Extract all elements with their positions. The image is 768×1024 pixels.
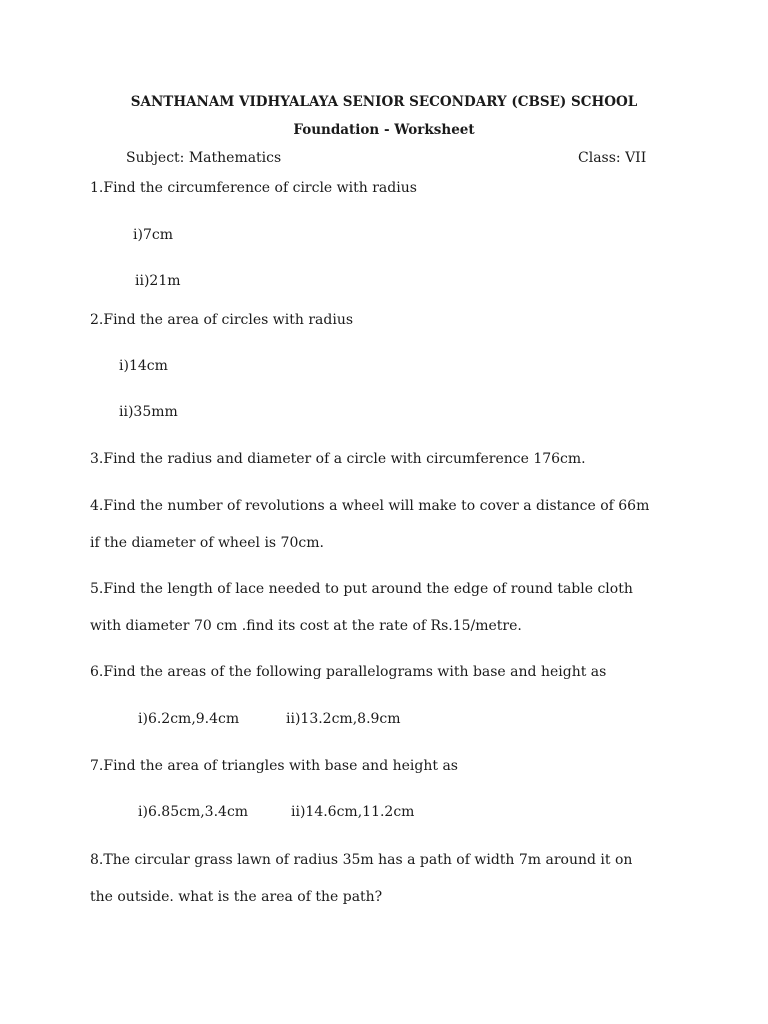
school-name: SANTHANAM VIDHYALAYA SENIOR SECONDARY (CBSE) SCHOOL xyxy=(130,94,638,110)
question-8-line-2: the outside. what is the area of the path? xyxy=(90,889,383,905)
question-1: 1.Find the circumference of circle with radius xyxy=(90,180,417,196)
question-4-line-1: 4.Find the number of revolutions a wheel will make to cover a distance of 66m xyxy=(90,498,650,514)
question-6: 6.Find the areas of the following parallelograms with base and height as xyxy=(90,664,607,680)
question-8-line-1: 8.The circular grass lawn of radius 35m has a path of width 7m around it on xyxy=(90,852,633,868)
question-4-line-2: if the diameter of wheel is 70cm. xyxy=(90,535,324,551)
question-5-line-2: with diameter 70 cm .find its cost at the rate of Rs.15/metre. xyxy=(90,618,522,634)
question-1-part-i: i)7cm xyxy=(133,227,173,243)
question-2-part-i: i)14cm xyxy=(119,358,168,374)
question-2: 2.Find the area of circles with radius xyxy=(90,312,354,328)
question-7: 7.Find the area of triangles with base and height as xyxy=(90,758,458,774)
question-6-part-i: i)6.2cm,9.4cm xyxy=(138,711,240,727)
worksheet-title: Foundation - Worksheet xyxy=(293,122,475,138)
subject-label: Subject: Mathematics xyxy=(126,150,282,166)
class-label: Class: VII xyxy=(578,150,647,166)
question-5-line-1: 5.Find the length of lace needed to put around the edge of round table cloth xyxy=(90,581,633,597)
question-2-part-ii: ii)35mm xyxy=(119,404,178,420)
question-3: 3.Find the radius and diameter of a circle with circumference 176cm. xyxy=(90,451,586,467)
question-7-part-ii: ii)14.6cm,11.2cm xyxy=(291,804,415,820)
question-7-part-i: i)6.85cm,3.4cm xyxy=(138,804,249,820)
question-1-part-ii: ii)21m xyxy=(135,273,181,289)
question-6-part-ii: ii)13.2cm,8.9cm xyxy=(286,711,401,727)
